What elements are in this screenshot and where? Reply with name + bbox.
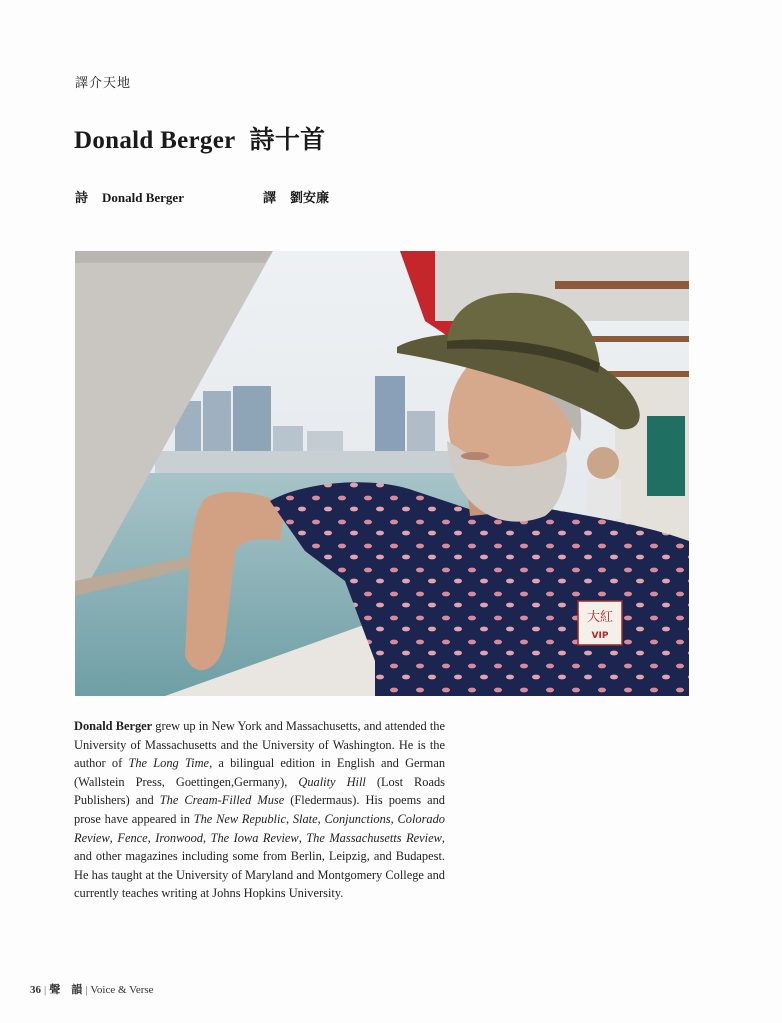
section-label: 譯介天地	[75, 75, 132, 90]
translator-name: 劉安廉	[290, 190, 330, 205]
magazine-title: The Massachusetts Review	[306, 830, 442, 845]
footer-separator: |	[85, 984, 88, 996]
poet-name: Donald Berger	[102, 190, 184, 205]
credits-line	[75, 187, 330, 206]
magazine-title: Fence	[117, 830, 148, 845]
magazine-title: Colorado Review	[74, 811, 446, 845]
magazine-title: Ironwood	[155, 830, 203, 845]
title-chinese: 詩十首	[249, 127, 326, 154]
bio-text: grew up in New York and Massachusetts, and attended the University of Massachusetts and the University of Washington. He is the author of	[74, 719, 445, 771]
translate-label: 譯	[263, 190, 277, 205]
bio-text: , a bilingual edition in English and German (Wallstein Press, Goettingen,Germany),	[74, 756, 446, 789]
page-number: 36	[30, 984, 41, 996]
magazine-title: Conjunctions	[324, 811, 391, 826]
bio-text: ,	[285, 811, 293, 826]
page-footer	[30, 981, 154, 997]
bio-text: ,	[109, 830, 118, 845]
bio-text: (Lost Roads Publishers) and	[74, 774, 445, 808]
magazine-title: Slate	[292, 811, 318, 826]
bio-author-name: Donald Berger	[74, 719, 153, 733]
bio-text: , and other magazines including some from Berlin, Leipzig, and Budapest. He has taught at the University of Maryland and Montgomery College and currently teaches writing at Johns Hopkins University.	[74, 830, 445, 901]
book-title: Quality Hill	[298, 774, 366, 789]
magazine-title: The Iowa Review	[210, 830, 299, 845]
bio-text: ,	[317, 811, 325, 826]
journal-name-english: Voice & Verse	[90, 984, 154, 996]
bio-text: (Fledermaus). His poems and prose have appeared in	[74, 793, 446, 826]
bio-text: ,	[390, 811, 398, 826]
author-bio	[74, 717, 445, 903]
bio-text: ,	[298, 830, 307, 845]
book-title: The Long Time	[128, 756, 210, 771]
bio-text: ,	[147, 830, 156, 845]
translator-credit	[263, 187, 329, 206]
title-english: Donald Berger	[74, 127, 236, 154]
book-title: The Cream-Filled Muse	[159, 793, 285, 808]
page-title	[74, 120, 325, 156]
bio-text: ,	[202, 830, 211, 845]
magazine-title: The New Republic	[193, 811, 286, 826]
badge-text-vip: VIP	[591, 631, 609, 641]
author-photo	[75, 251, 689, 696]
footer-separator: |	[44, 984, 47, 996]
badge-text-top: 大紅	[586, 610, 614, 625]
poem-label: 詩	[75, 190, 89, 205]
journal-name-chinese: 聲 韻	[49, 984, 83, 996]
